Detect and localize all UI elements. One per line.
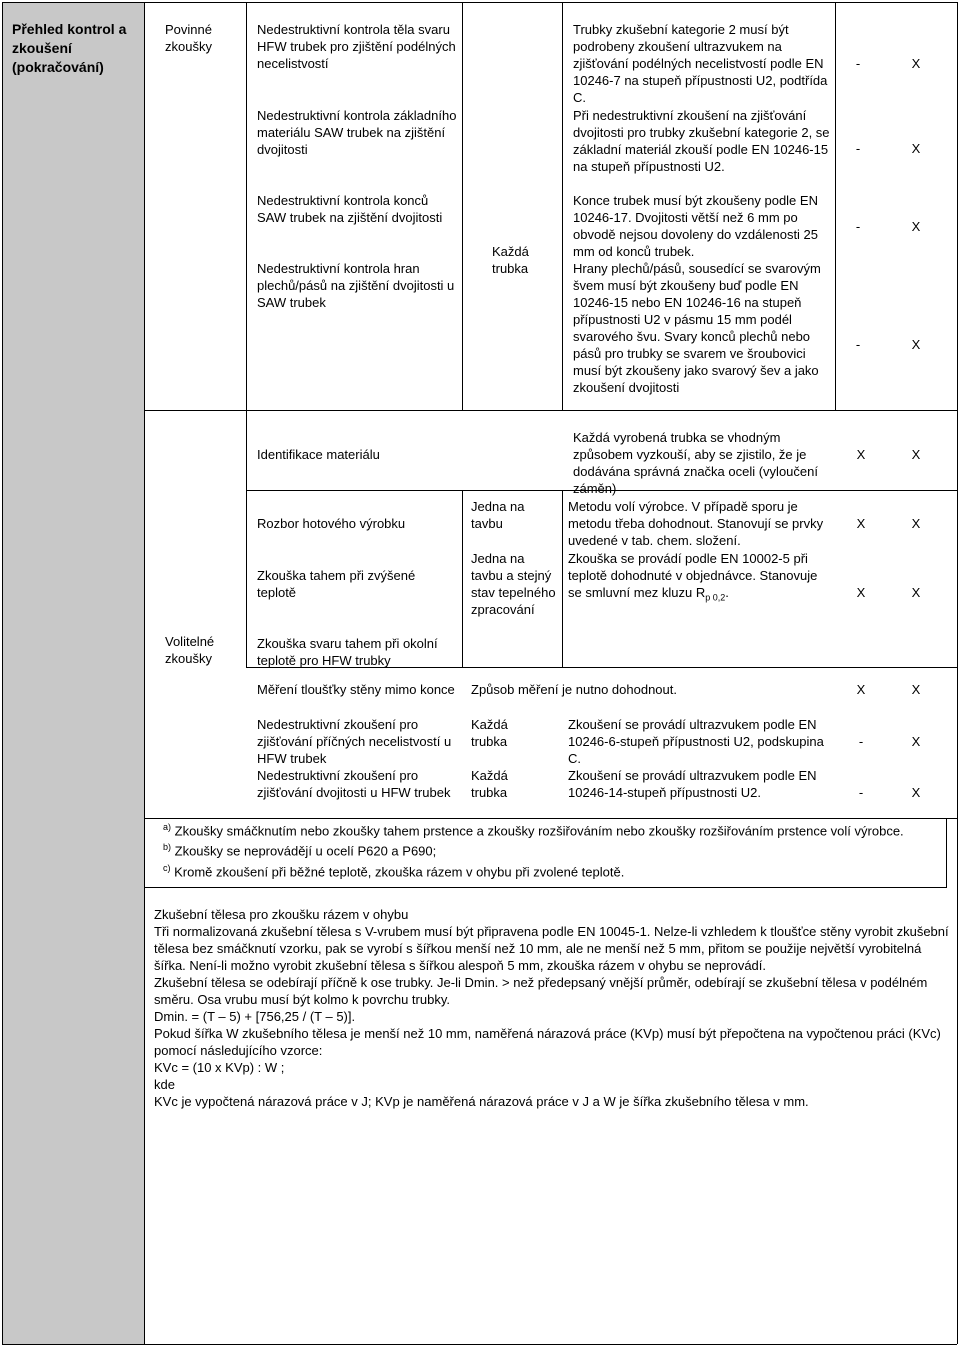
test-name: Nedestruktivní kontrola hran plechů/pásů na zjištění dvojitosti u SAW trubek [257, 261, 455, 310]
test-name: Zkouška svaru tahem při okolní teplotě pro HFW trubky [257, 636, 438, 668]
footnote [163, 819, 941, 839]
result-mark: - [858, 734, 864, 749]
sidebar-title: Přehled kontrol a zkoušení (pokračování) [12, 21, 127, 75]
test-frequency: Každá trubka [471, 768, 508, 800]
frame-top [2, 2, 957, 3]
result-mark: X [911, 516, 921, 531]
impact-test-section [154, 906, 949, 1110]
test-requirement: Při nedestruktivní zkoušení na zjišťování dvojitosti pro trubky zkušební kategorie 2, se základní materiál zkouší podle EN 10246-15 na stupeň přípustnosti U2. [573, 108, 830, 174]
requirement-text: Zkouška se provádí podle EN 10002-5 při teplotě dohodnuté v objednávce. Stanovuje se smluvní mez kluzu R [568, 551, 818, 600]
result-mark: - [855, 56, 861, 71]
result-mark: X [911, 585, 921, 600]
frame-right [957, 2, 958, 1344]
test-name: Nedestruktivní zkoušení pro zjišťování příčných necelistvostí u HFW trubek [257, 717, 452, 766]
result-mark: - [855, 337, 861, 352]
result-mark: - [855, 141, 861, 156]
paragraph: kde [154, 1077, 175, 1092]
test-requirement: Metodu volí výrobce. V případě sporu je metodu třeba dohodnout. Stanovují se prvky uvedené v tab. chem. složení. [568, 499, 824, 548]
divider-v-table-end [946, 818, 947, 888]
section-optional: Volitelné zkoušky [165, 634, 215, 666]
result-mark: X [856, 447, 866, 462]
test-frequency: Každá trubka [471, 717, 508, 749]
test-requirement: Hrany plechů/pásů, sousedící se svarovým švem musí být zkoušeny buď podle EN 10246-15 nebo EN 10246-16 na stupeň přípustnosti U2 v pásmu 15 mm podél svarového švu. Svary konců plechů nebo pásů pro trubky se svarem ve šroubovici musí být zkoušeny jako svarový šev a jako zkoušení dvojitosti [573, 261, 821, 395]
section-mandatory: Povinné zkoušky [165, 22, 212, 54]
result-mark: X [911, 785, 921, 800]
paragraph: Zkušební tělesa se odebírají příčně k ose trubky. Je-li Dmin. > než předepsaný vnější průměr, odebírají se zkušební tělesa v podélném směru. Osa vrubu musí být kolmo k povrchu trubky. [154, 975, 928, 1007]
test-requirement: Každá vyrobená trubka se vhodným způsobem vyzkouší, aby se zjistilo, že je dodávána správná značka oceli (vyloučení záměn) [573, 430, 818, 496]
footnote [163, 839, 941, 859]
paragraph: KVc je vypočtená nárazová práce v J; KVp je naměřená nárazová práce v J a W je šířka zkušebního tělesa v mm. [154, 1094, 809, 1109]
result-mark: X [856, 585, 866, 600]
footnote-text: Zkoušky se neprovádějí u ocelí P620 a P690; [174, 843, 437, 859]
test-requirement: Způsob měření je nutno dohodnout. [471, 682, 677, 697]
test-name: Nedestruktivní kontrola konců SAW trubek na zjištění dvojitosti [257, 193, 443, 225]
test-requirement: Konce trubek musí být zkoušeny podle EN 10246-17. Dvojitosti větší než 6 mm po obvodě nejsou dovoleny do vzdálenosti 25 mm od konců trubek. [573, 193, 819, 259]
test-name: Nedestruktivní zkoušení pro zjišťování dvojitosti u HFW trubek [257, 768, 451, 800]
test-frequency: Jedna na tavbu a stejný stav tepelného zpracování [471, 551, 556, 617]
test-name: Měření tloušťky stěny mimo konce [257, 682, 455, 697]
test-name: Zkouška tahem při zvýšené teplotě [257, 568, 416, 600]
formula: Dmin. = (T – 5) + [756,25 / (T – 5)]. [154, 1009, 356, 1024]
result-mark: X [911, 447, 921, 462]
result-mark: X [911, 56, 921, 71]
test-name: Identifikace materiálu [257, 447, 380, 462]
frame-left [2, 2, 3, 1344]
result-mark: X [911, 734, 921, 749]
section-heading: Zkušební tělesa pro zkoušku rázem v ohybu [154, 907, 409, 922]
footnote-mark: a) [163, 822, 172, 832]
divider-v-req-upper [835, 2, 836, 411]
test-name: Nedestruktivní kontrola základního materiálu SAW trubek na zjištění dvojitosti [257, 108, 457, 157]
test-frequency: Jedna na tavbu [471, 499, 525, 531]
paragraph: Pokud šířka W zkušebního tělesa je menší než 10 mm, naměřená nárazová práce (KVp) musí být přepočtena na vypočtenou práci (KVc) pomocí následujícího vzorce: [154, 1026, 941, 1058]
result-mark: X [911, 337, 921, 352]
formula: KVc = (10 x KVp) : W ; [154, 1060, 285, 1075]
footnotes [163, 819, 941, 880]
footnote-mark: b) [163, 842, 172, 853]
result-mark: X [911, 219, 921, 234]
divider-h-table-end [144, 887, 947, 888]
test-frequency: Každá trubka [492, 244, 529, 276]
footnote-mark: c) [163, 862, 171, 873]
divider-v-test-upper [462, 2, 463, 411]
result-mark: X [856, 682, 866, 697]
test-name: Rozbor hotového výrobku [257, 516, 406, 531]
test-requirement: Trubky zkušební kategorie 2 musí být podrobeny zkoušení ultrazvukem na zjišťování podélných necelistvostí podle EN 10246-7 na stupeň přípustnosti U2, podtřída C. [573, 22, 828, 105]
frame-bottom [2, 1344, 957, 1345]
result-mark: X [856, 516, 866, 531]
test-requirement: Zkoušení se provádí ultrazvukem podle EN 10246-6-stupeň přípustnosti U2, podskupina C. [568, 717, 824, 766]
divider-v-section [246, 2, 247, 668]
sidebar-panel [2, 2, 145, 1344]
divider-v-test-lower [462, 490, 463, 668]
requirement-end: . [725, 585, 729, 600]
result-mark: X [911, 141, 921, 156]
subscript: p 0,2 [705, 592, 726, 603]
result-mark: X [911, 682, 921, 697]
result-mark: - [855, 219, 861, 234]
divider-v-req-lower [562, 490, 563, 668]
result-mark: - [858, 785, 864, 800]
divider-h-upper [144, 410, 957, 411]
test-name: Nedestruktivní kontrola těla svaru HFW trubek pro zjištění podélných necelistvostí [257, 22, 456, 71]
test-requirement: Zkoušení se provádí ultrazvukem podle EN 10246-14-stupeň přípustnosti U2. [568, 768, 817, 800]
divider-v-freq-upper [562, 2, 563, 411]
footnote [163, 860, 941, 880]
test-requirement [568, 550, 830, 607]
footnote-text: Zkoušky smáčknutím nebo zkoušky tahem prstence a zkoušky rozšiřováním nebo zkoušky rozšiřováním prstence volí výrobce. [174, 823, 904, 839]
paragraph: Tři normalizovaná zkušební tělesa s V-vrubem musí být připravena podle EN 10045-1. Nelze-li vzhledem k tloušťce stěny vyrobit zkušební tělesa bez smáčknutí vzorku, pak se vyrobí s šířkou menší než 10 mm, ale ne menší než 5 mm, přitom se použije největší vyrobitelná šířka. Není-li možno vyrobit zkušební tělesa s šířkou alespoň 5 mm, zkouška rázem v ohybu se neprovádí. [154, 924, 949, 973]
footnote-text: Kromě zkoušení při běžné teplotě, zkouška rázem v ohybu při zvolené teplotě. [174, 863, 625, 879]
